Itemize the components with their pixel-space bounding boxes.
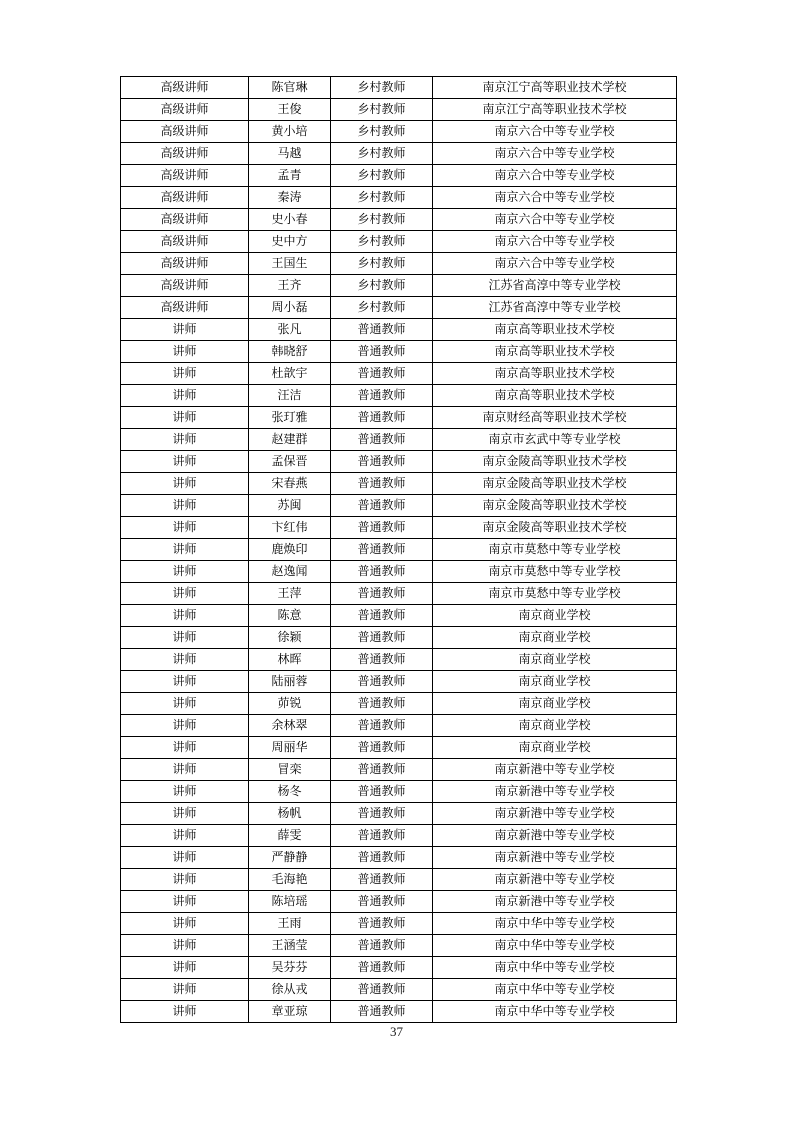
cell-teacher-type: 普通教师 <box>331 385 433 407</box>
cell-name: 孟保晋 <box>249 451 331 473</box>
cell-school: 南京金陵高等职业技术学校 <box>433 451 677 473</box>
cell-name: 余林翠 <box>249 715 331 737</box>
cell-teacher-type: 乡村教师 <box>331 209 433 231</box>
cell-rank: 高级讲师 <box>121 275 249 297</box>
cell-name: 陈意 <box>249 605 331 627</box>
cell-name: 王涵莹 <box>249 935 331 957</box>
cell-name: 周小磊 <box>249 297 331 319</box>
cell-rank: 高级讲师 <box>121 143 249 165</box>
cell-school: 南京市莫愁中等专业学校 <box>433 583 677 605</box>
table-row <box>121 759 677 781</box>
table-row <box>121 671 677 693</box>
cell-rank: 讲师 <box>121 693 249 715</box>
cell-rank: 讲师 <box>121 781 249 803</box>
cell-name: 陆丽蓉 <box>249 671 331 693</box>
cell-name: 薛雯 <box>249 825 331 847</box>
cell-teacher-type: 乡村教师 <box>331 121 433 143</box>
cell-teacher-type: 普通教师 <box>331 781 433 803</box>
table-row <box>121 275 677 297</box>
cell-teacher-type: 普通教师 <box>331 539 433 561</box>
table-row <box>121 979 677 1001</box>
cell-rank: 讲师 <box>121 319 249 341</box>
cell-name: 史小春 <box>249 209 331 231</box>
table-row <box>121 121 677 143</box>
cell-school: 南京市玄武中等专业学校 <box>433 429 677 451</box>
cell-rank: 讲师 <box>121 869 249 891</box>
cell-teacher-type: 普通教师 <box>331 363 433 385</box>
cell-name: 毛海艳 <box>249 869 331 891</box>
table-row <box>121 231 677 253</box>
cell-school: 江苏省高淳中等专业学校 <box>433 297 677 319</box>
cell-rank: 讲师 <box>121 759 249 781</box>
cell-school: 南京江宁高等职业技术学校 <box>433 99 677 121</box>
cell-school: 南京新港中等专业学校 <box>433 759 677 781</box>
table-row <box>121 627 677 649</box>
table-row <box>121 209 677 231</box>
cell-school: 南京高等职业技术学校 <box>433 319 677 341</box>
cell-teacher-type: 普通教师 <box>331 693 433 715</box>
cell-teacher-type: 乡村教师 <box>331 253 433 275</box>
cell-rank: 高级讲师 <box>121 77 249 99</box>
cell-teacher-type: 普通教师 <box>331 649 433 671</box>
cell-rank: 讲师 <box>121 847 249 869</box>
table-row <box>121 341 677 363</box>
cell-rank: 讲师 <box>121 341 249 363</box>
cell-teacher-type: 普通教师 <box>331 869 433 891</box>
cell-rank: 讲师 <box>121 627 249 649</box>
cell-school: 南京新港中等专业学校 <box>433 869 677 891</box>
table-row <box>121 737 677 759</box>
cell-rank: 高级讲师 <box>121 253 249 275</box>
cell-name: 赵建群 <box>249 429 331 451</box>
cell-school: 南京中华中等专业学校 <box>433 935 677 957</box>
cell-teacher-type: 乡村教师 <box>331 297 433 319</box>
page-number: 37 <box>390 1024 403 1039</box>
cell-name: 史中方 <box>249 231 331 253</box>
cell-teacher-type: 乡村教师 <box>331 143 433 165</box>
cell-rank: 讲师 <box>121 935 249 957</box>
table-row <box>121 517 677 539</box>
table-row <box>121 165 677 187</box>
cell-teacher-type: 乡村教师 <box>331 187 433 209</box>
cell-rank: 高级讲师 <box>121 209 249 231</box>
table-row <box>121 187 677 209</box>
cell-rank: 讲师 <box>121 803 249 825</box>
cell-name: 苏闽 <box>249 495 331 517</box>
cell-teacher-type: 普通教师 <box>331 913 433 935</box>
cell-school: 南京商业学校 <box>433 715 677 737</box>
table-row <box>121 363 677 385</box>
cell-school: 南京商业学校 <box>433 627 677 649</box>
cell-teacher-type: 普通教师 <box>331 1001 433 1023</box>
cell-name: 黄小培 <box>249 121 331 143</box>
table-row <box>121 847 677 869</box>
cell-name: 林晖 <box>249 649 331 671</box>
cell-school: 南京新港中等专业学校 <box>433 891 677 913</box>
cell-name: 马越 <box>249 143 331 165</box>
cell-school: 南京市莫愁中等专业学校 <box>433 561 677 583</box>
table-row <box>121 913 677 935</box>
cell-name: 徐从戎 <box>249 979 331 1001</box>
cell-name: 章亚琼 <box>249 1001 331 1023</box>
cell-rank: 讲师 <box>121 583 249 605</box>
cell-school: 南京金陵高等职业技术学校 <box>433 495 677 517</box>
cell-school: 南京六合中等专业学校 <box>433 165 677 187</box>
cell-teacher-type: 乡村教师 <box>331 165 433 187</box>
table-row <box>121 319 677 341</box>
cell-school: 南京金陵高等职业技术学校 <box>433 473 677 495</box>
table-row <box>121 99 677 121</box>
cell-rank: 讲师 <box>121 385 249 407</box>
table-row <box>121 605 677 627</box>
cell-rank: 讲师 <box>121 473 249 495</box>
cell-school: 南京六合中等专业学校 <box>433 209 677 231</box>
table-row <box>121 781 677 803</box>
cell-rank: 高级讲师 <box>121 99 249 121</box>
cell-teacher-type: 普通教师 <box>331 671 433 693</box>
cell-rank: 讲师 <box>121 913 249 935</box>
cell-teacher-type: 普通教师 <box>331 561 433 583</box>
cell-teacher-type: 普通教师 <box>331 473 433 495</box>
cell-teacher-type: 普通教师 <box>331 979 433 1001</box>
cell-name: 赵逸闻 <box>249 561 331 583</box>
cell-teacher-type: 普通教师 <box>331 429 433 451</box>
cell-teacher-type: 普通教师 <box>331 495 433 517</box>
cell-rank: 讲师 <box>121 561 249 583</box>
cell-teacher-type: 普通教师 <box>331 891 433 913</box>
cell-name: 王俊 <box>249 99 331 121</box>
cell-teacher-type: 普通教师 <box>331 627 433 649</box>
teacher-table-body <box>121 77 677 1023</box>
cell-name: 鹿焕印 <box>249 539 331 561</box>
cell-rank: 讲师 <box>121 649 249 671</box>
cell-name: 杜歆宇 <box>249 363 331 385</box>
cell-teacher-type: 普通教师 <box>331 451 433 473</box>
cell-school: 南京高等职业技术学校 <box>433 385 677 407</box>
cell-school: 南京六合中等专业学校 <box>433 121 677 143</box>
cell-teacher-type: 普通教师 <box>331 583 433 605</box>
table-row <box>121 539 677 561</box>
cell-teacher-type: 普通教师 <box>331 825 433 847</box>
cell-school: 南京新港中等专业学校 <box>433 781 677 803</box>
table-row <box>121 803 677 825</box>
cell-teacher-type: 普通教师 <box>331 407 433 429</box>
cell-rank: 讲师 <box>121 605 249 627</box>
cell-name: 陈官琳 <box>249 77 331 99</box>
cell-school: 南京商业学校 <box>433 671 677 693</box>
table-row <box>121 297 677 319</box>
table-row <box>121 715 677 737</box>
table-row <box>121 935 677 957</box>
table-row <box>121 583 677 605</box>
cell-name: 张玎雅 <box>249 407 331 429</box>
cell-name: 张凡 <box>249 319 331 341</box>
cell-school: 南京商业学校 <box>433 605 677 627</box>
cell-school: 南京六合中等专业学校 <box>433 253 677 275</box>
cell-school: 南京商业学校 <box>433 649 677 671</box>
cell-school: 南京商业学校 <box>433 693 677 715</box>
cell-school: 南京新港中等专业学校 <box>433 847 677 869</box>
cell-school: 南京中华中等专业学校 <box>433 1001 677 1023</box>
cell-rank: 高级讲师 <box>121 297 249 319</box>
cell-rank: 讲师 <box>121 737 249 759</box>
cell-name: 韩晓舒 <box>249 341 331 363</box>
cell-name: 杨冬 <box>249 781 331 803</box>
cell-teacher-type: 乡村教师 <box>331 231 433 253</box>
cell-rank: 讲师 <box>121 363 249 385</box>
table-row <box>121 825 677 847</box>
cell-school: 南京高等职业技术学校 <box>433 341 677 363</box>
table-row <box>121 957 677 979</box>
cell-name: 冒栾 <box>249 759 331 781</box>
cell-name: 王国生 <box>249 253 331 275</box>
cell-rank: 讲师 <box>121 407 249 429</box>
cell-school: 南京高等职业技术学校 <box>433 363 677 385</box>
cell-rank: 讲师 <box>121 451 249 473</box>
cell-teacher-type: 普通教师 <box>331 517 433 539</box>
cell-rank: 高级讲师 <box>121 121 249 143</box>
teacher-table <box>120 76 677 1023</box>
table-row <box>121 561 677 583</box>
cell-teacher-type: 普通教师 <box>331 319 433 341</box>
cell-name: 陈培瑶 <box>249 891 331 913</box>
table-row <box>121 451 677 473</box>
table-row <box>121 1001 677 1023</box>
cell-teacher-type: 普通教师 <box>331 759 433 781</box>
cell-school: 南京江宁高等职业技术学校 <box>433 77 677 99</box>
cell-school: 南京商业学校 <box>433 737 677 759</box>
table-row <box>121 473 677 495</box>
cell-name: 卞红伟 <box>249 517 331 539</box>
table-row <box>121 495 677 517</box>
cell-rank: 讲师 <box>121 825 249 847</box>
cell-rank: 高级讲师 <box>121 165 249 187</box>
cell-rank: 高级讲师 <box>121 187 249 209</box>
cell-teacher-type: 普通教师 <box>331 957 433 979</box>
cell-name: 秦涛 <box>249 187 331 209</box>
cell-name: 茆锐 <box>249 693 331 715</box>
cell-school: 南京新港中等专业学校 <box>433 825 677 847</box>
table-row <box>121 891 677 913</box>
cell-school: 南京新港中等专业学校 <box>433 803 677 825</box>
table-row <box>121 869 677 891</box>
cell-name: 严静静 <box>249 847 331 869</box>
table-row <box>121 253 677 275</box>
table-row <box>121 693 677 715</box>
cell-school: 南京中华中等专业学校 <box>433 979 677 1001</box>
cell-teacher-type: 乡村教师 <box>331 77 433 99</box>
cell-teacher-type: 普通教师 <box>331 715 433 737</box>
cell-rank: 讲师 <box>121 671 249 693</box>
cell-rank: 讲师 <box>121 517 249 539</box>
table-row <box>121 385 677 407</box>
cell-school: 南京金陵高等职业技术学校 <box>433 517 677 539</box>
cell-name: 孟青 <box>249 165 331 187</box>
cell-name: 宋春燕 <box>249 473 331 495</box>
cell-rank: 讲师 <box>121 957 249 979</box>
cell-school: 南京六合中等专业学校 <box>433 187 677 209</box>
cell-school: 江苏省高淳中等专业学校 <box>433 275 677 297</box>
cell-school: 南京财经高等职业技术学校 <box>433 407 677 429</box>
cell-name: 王雨 <box>249 913 331 935</box>
cell-rank: 讲师 <box>121 979 249 1001</box>
cell-rank: 讲师 <box>121 539 249 561</box>
cell-teacher-type: 普通教师 <box>331 803 433 825</box>
cell-teacher-type: 乡村教师 <box>331 275 433 297</box>
cell-teacher-type: 普通教师 <box>331 847 433 869</box>
table-row <box>121 429 677 451</box>
cell-name: 吴芬芬 <box>249 957 331 979</box>
table-row <box>121 407 677 429</box>
cell-rank: 讲师 <box>121 891 249 913</box>
cell-teacher-type: 普通教师 <box>331 605 433 627</box>
cell-teacher-type: 普通教师 <box>331 737 433 759</box>
cell-rank: 讲师 <box>121 1001 249 1023</box>
cell-teacher-type: 普通教师 <box>331 341 433 363</box>
cell-rank: 讲师 <box>121 429 249 451</box>
table-row <box>121 649 677 671</box>
cell-name: 杨帆 <box>249 803 331 825</box>
cell-rank: 高级讲师 <box>121 231 249 253</box>
cell-name: 王齐 <box>249 275 331 297</box>
cell-name: 周丽华 <box>249 737 331 759</box>
cell-school: 南京六合中等专业学校 <box>433 231 677 253</box>
cell-teacher-type: 普通教师 <box>331 935 433 957</box>
cell-name: 王萍 <box>249 583 331 605</box>
table-row <box>121 143 677 165</box>
table-row <box>121 77 677 99</box>
cell-school: 南京中华中等专业学校 <box>433 913 677 935</box>
cell-school: 南京市莫愁中等专业学校 <box>433 539 677 561</box>
cell-name: 汪洁 <box>249 385 331 407</box>
cell-teacher-type: 乡村教师 <box>331 99 433 121</box>
cell-school: 南京六合中等专业学校 <box>433 143 677 165</box>
cell-rank: 讲师 <box>121 495 249 517</box>
cell-rank: 讲师 <box>121 715 249 737</box>
cell-name: 徐颖 <box>249 627 331 649</box>
cell-school: 南京中华中等专业学校 <box>433 957 677 979</box>
